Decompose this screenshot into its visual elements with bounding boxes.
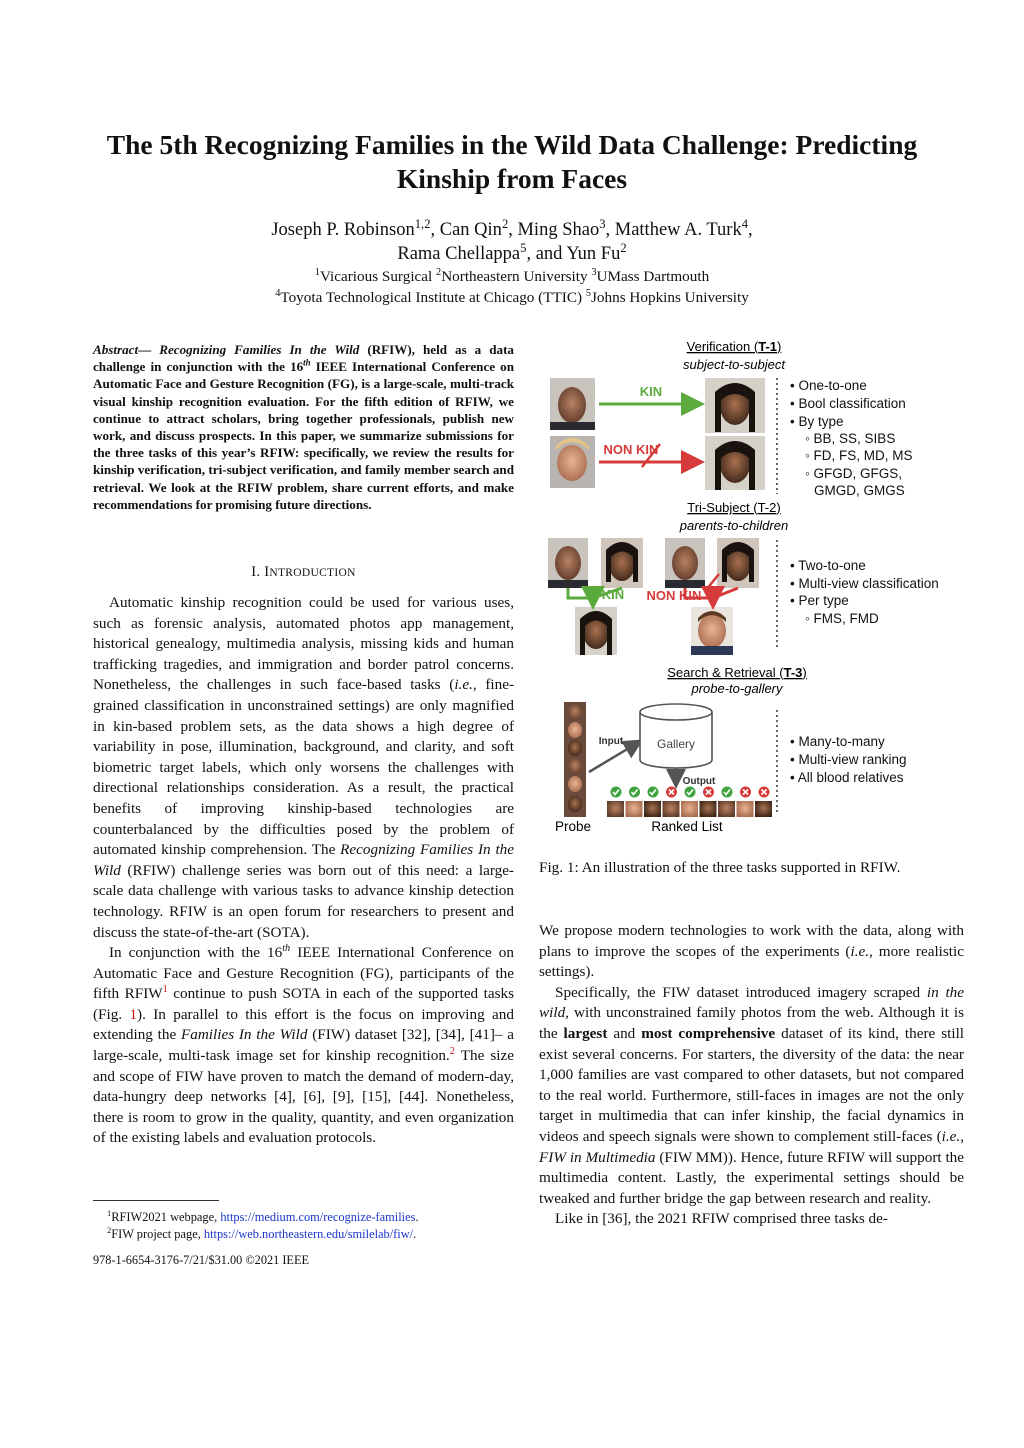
ranked-face: [681, 801, 698, 817]
face-thumbnail: [691, 607, 733, 655]
ranked-face: [718, 801, 735, 817]
author: Matthew A. Turk$^4$,: [614, 216, 753, 240]
face-thumbnail: [705, 378, 765, 433]
kin-label: KIN: [601, 587, 625, 602]
face-thumbnail: [550, 378, 595, 430]
author: Rama Chellappa$^5$, and: [397, 240, 567, 264]
bullet: • Two-to-one: [790, 558, 866, 573]
ranked-face: [700, 801, 717, 817]
author: Joseph P. Robinson$^{1,2}$,: [271, 216, 440, 240]
nonkin-arrow: [713, 588, 738, 598]
face-thumbnail: [575, 607, 617, 655]
ranked-face: [737, 801, 754, 817]
bullet: • All blood relatives: [790, 770, 904, 785]
t2-subtitle: parents-to-children: [679, 518, 789, 533]
author: Ming Shao$^3$,: [517, 216, 615, 240]
copyright-notice: 978-1-6654-3176-7/21/$31.00 ©2021 IEEE: [93, 1253, 309, 1267]
bullet: • Multi-view classification: [790, 576, 939, 591]
title-line-1: The 5th Recognizing Families in the Wild Data Challenge: Predicting: [106, 129, 918, 160]
output-label: Output: [682, 776, 716, 787]
introduction-body: [93, 593, 514, 1149]
probe-label: Probe: [554, 819, 592, 834]
footnote-link[interactable]: https://web.northeastern.edu/smilelab/fiw/: [203, 1227, 414, 1241]
paragraph: We propose modern technologies to work with the data, along with plans to improve the scopes of the experiments (i.e., more realistic settings).: [539, 922, 964, 981]
paragraph: Automatic kinship recognition could be used for various uses, such as forensic analysis, automated photos app management, historical genealogy, multimedia analysis, missing kids and human trafficking tragedies, and immigration and border patrol concerns. Nonetheless, the challenges in such face-based tasks (i.e., fine-grained classification in unconstrained settings) are only magnified in kin-based problem sets, as the data shows a high degree of variability in pose, illumination, background, and clarity, and soft biometric target labels, which only worsens the challenges with directional relationships consideration. As a result, the practical benefits of improving kinship-based technologies are counterbalanced by the difficulties posed by the problem of automated kinship comprehension. The Recognizing Families In the Wild (RFIW) challenge series was born out of this need: a large-scale data challenge with various tasks to advance kinship detection technology. RFIW is an open forum for researchers to present and discuss the state-of-the-art (SOTA).: [93, 594, 515, 941]
affiliations: [60, 266, 964, 308]
t2-title: Tri-Subject (T-2): [687, 500, 781, 515]
bullet: • By type: [790, 414, 844, 429]
t3-subtitle: probe-to-gallery: [691, 681, 783, 696]
bullet: ◦ BB, SS, SIBS: [805, 431, 896, 446]
nonkin-label: NON KIN: [603, 442, 659, 457]
nonkin-label: NON KIN: [646, 588, 702, 603]
right-column-body: [539, 921, 964, 1230]
author: Yun Fu$^2$: [566, 240, 627, 264]
figure-1: [539, 332, 964, 842]
footnotes: [93, 1209, 514, 1243]
figure-ref[interactable]: 1: [129, 1005, 138, 1023]
bullet: • Multi-view ranking: [790, 752, 907, 767]
ranked-face: [607, 801, 624, 817]
section-heading-introduction: I. INTRODUCTION: [251, 564, 356, 580]
ranked-face: [626, 801, 643, 817]
input-label: Input: [598, 736, 624, 747]
footnote: $^1$RFIW2021 webpage, https://medium.com/recognize-families.: [107, 1207, 419, 1224]
title-line-2: Kinship from Faces: [396, 163, 628, 194]
bullet: • Bool classification: [790, 396, 906, 411]
face-thumbnail: [548, 538, 588, 588]
t1-subtitle: subject-to-subject: [683, 357, 785, 372]
gallery-label: Gallery: [656, 737, 696, 751]
bullet: GMGD, GMGS: [814, 483, 905, 498]
paragraph: Specifically, the FIW dataset introduced imagery scraped in the wild, with unconstrained family photos from the web. Although it is the largest and most comprehensive dataset of its kind, there still exist several concerns. For starters, the diversity of the data: the near 1,000 families are vast compared to other datasets, but not compared to the real world. Furthermore, still-faces in images are not the only target in multimedia that can infer kinship, the facial dynamics in videos and speech signals were shown to complement still-faces (i.e., FIW in Multimedia (FIW MM)). Hence, future RFIW will support the multimedia content. Lastly, the experimental settings should be tweaked and further bridge the gap between research and reality.: [539, 983, 965, 1207]
ranked-face: [644, 801, 661, 817]
footnote-ref[interactable]: 1: [162, 984, 168, 996]
paragraph: In conjunction with the 16th IEEE International Conference on Automatic Face and Gesture Recognition (FG), participants of the fifth RFIW$^1$ continue to push SOTA in each of the supported tasks (Fig. 1). In parallel to this effort is the focus on improving and extending the Families In the Wild (FIW) dataset [32], [34], [41]– a large-scale, multi-task image set for kinship recognition.$^2$ The size and scope of FIW have proven to match the demand of modern-day, data-hungry deep networks [4], [6], [9], [15], [44]. Nonetheless, there is room to grow in the quality, quantity, and even organization of the existing labels and evaluation protocols.: [93, 943, 514, 1147]
kin-arrow: [568, 588, 593, 604]
ranked-face: [755, 801, 772, 817]
kin-label: KIN: [639, 384, 663, 399]
author-list: [60, 218, 964, 266]
face-thumbnail: [665, 538, 705, 588]
paragraph: Like in [36], the 2021 RFIW comprised three tasks de-: [555, 1210, 888, 1228]
t3-title: Search & Retrieval (T-3): [667, 665, 807, 680]
footnote-ref[interactable]: 2: [449, 1046, 455, 1057]
footnote: $^2$FIW project page, https://web.northeastern.edu/smilelab/fiw/.: [107, 1224, 417, 1241]
affiliation-line-2: $^4$Toyota Technological Institute at Chicago (TTIC) $^5$Johns Hopkins University: [275, 287, 749, 306]
ranked-list-label: Ranked List: [651, 819, 723, 834]
affiliation-line-1: $^1$Vicarious Surgical $^2$Northeastern University $^3$UMass Dartmouth: [314, 266, 710, 285]
t1-title: Verification (T-1): [686, 339, 782, 354]
bullet: ◦ FMS, FMD: [805, 611, 879, 626]
face-thumbnail: [550, 436, 595, 488]
bullet: • Many-to-many: [790, 734, 885, 749]
footnote-rule: [93, 1200, 219, 1201]
ranked-face: [663, 801, 680, 817]
ranked-list: [607, 787, 772, 818]
bullet: • One-to-one: [790, 378, 867, 393]
paper-title: [80, 128, 944, 196]
bullet: • Per type: [790, 593, 849, 608]
footnote-link[interactable]: https://medium.com/recognize-families: [220, 1210, 416, 1224]
author: Can Qin$^2$,: [439, 216, 518, 240]
face-thumbnail: [705, 436, 765, 490]
probe-faces: [564, 702, 586, 817]
bullet: ◦ GFGD, GFGS,: [805, 466, 903, 481]
gallery-cylinder: [640, 704, 712, 768]
abstract: Abstract— Recognizing Families In the Wild (RFIW), held as a data challenge in conjunction with the 16th IEEE International Conference on Automatic Face and Gesture Recognition (FG), is a large-scale, multi-track visual kinship recognition evaluation. For the fifth edition of RFIW, we continue to attract scholars, bring together professionals, publish new work, and discuss prospects. In this paper, we summarize submissions for the three tasks of this year’s RFIW: specifically, we review the results for kinship verification, tri-subject verification, and family member search and retrieval. We look at the RFIW problem, share current efforts, and make recommendations for promising future directions.: [93, 342, 514, 512]
figure-caption: Fig. 1: An illustration of the three tasks supported in RFIW.: [539, 859, 901, 876]
bullet: ◦ FD, FS, MD, MS: [805, 448, 913, 463]
face-thumbnail: [601, 538, 643, 588]
face-thumbnail: [717, 538, 759, 588]
